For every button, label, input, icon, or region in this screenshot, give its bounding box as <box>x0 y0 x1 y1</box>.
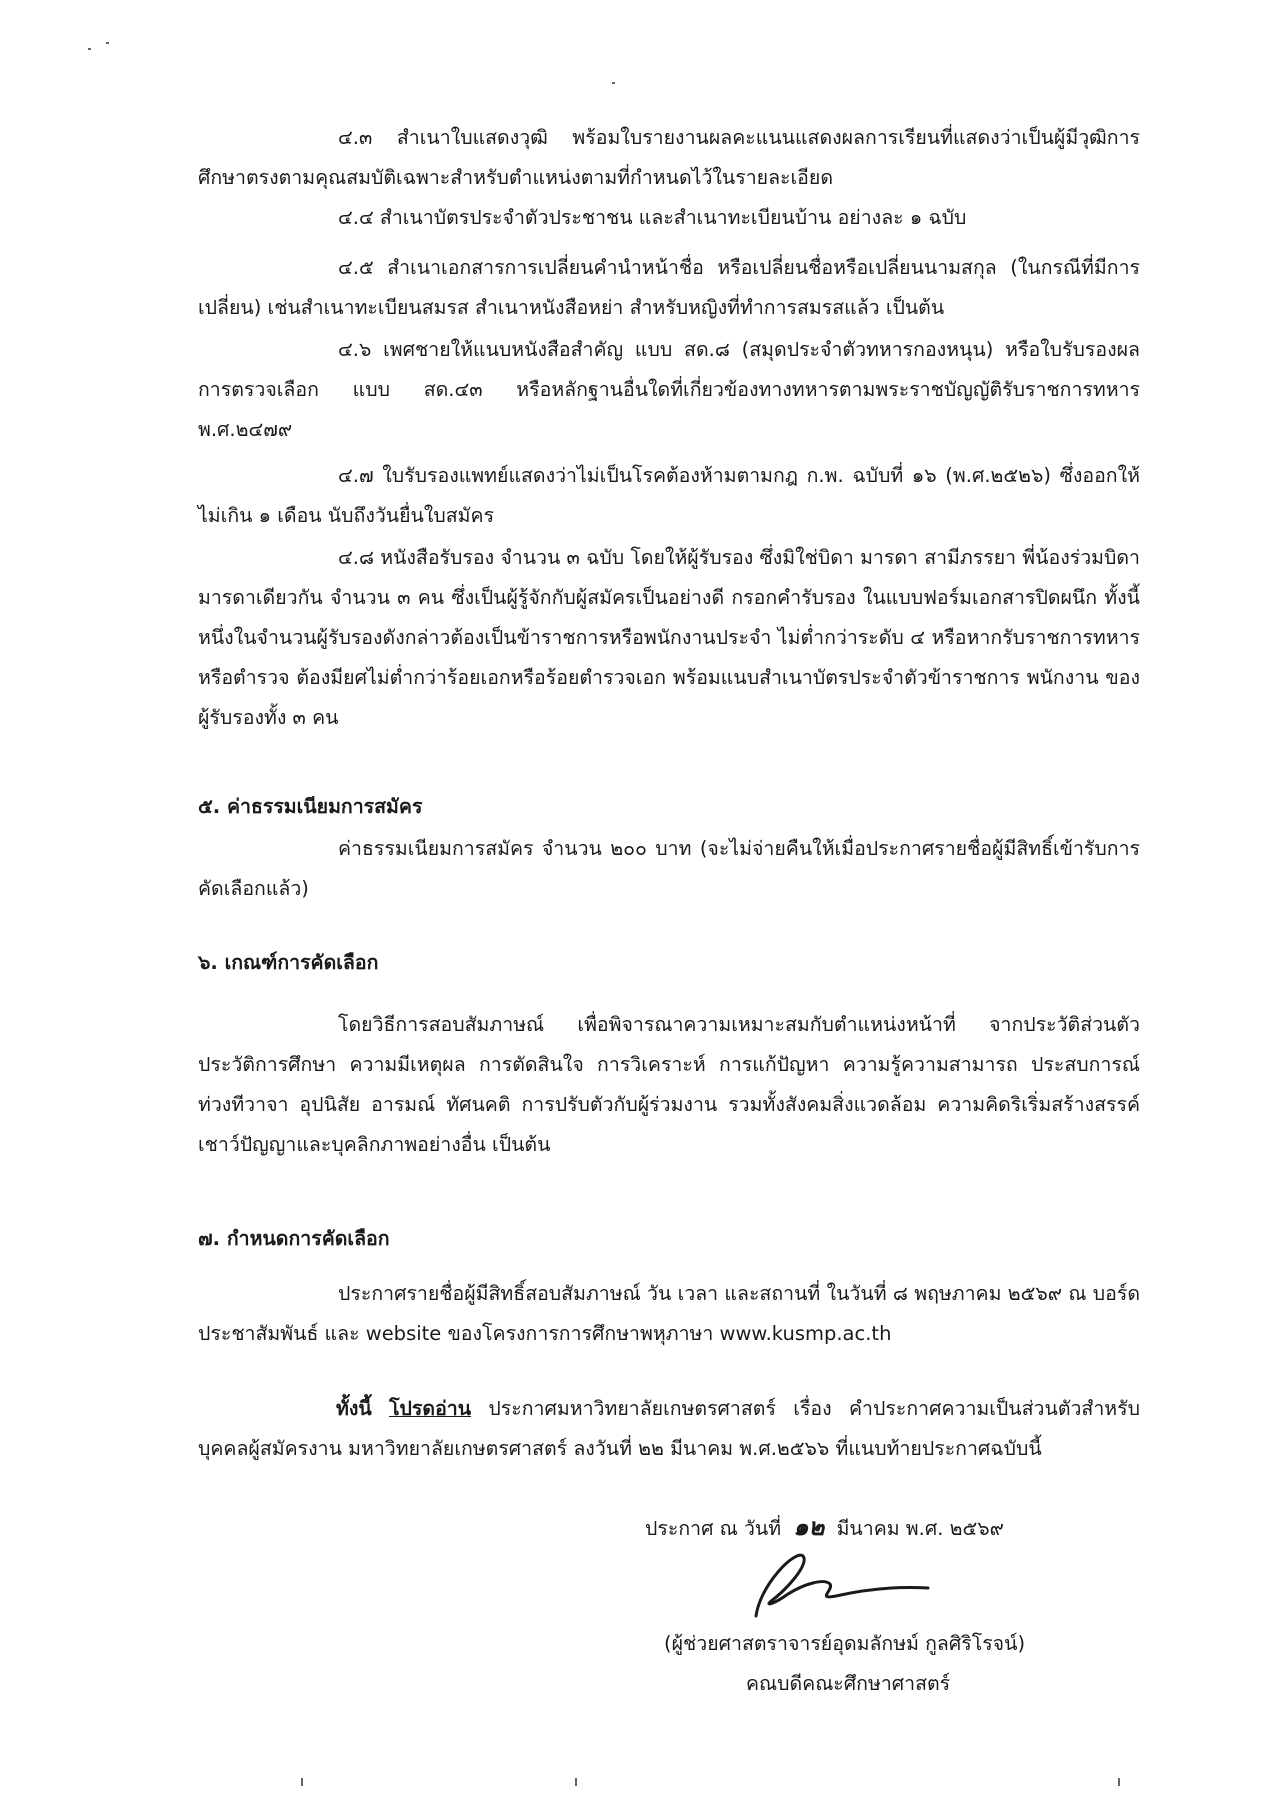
closing-text: ประกาศมหาวิทยาลัยเกษตรศาสตร์ เรื่อง คำประกาศความเป็นส่วนตัวสำหรับบุคคลผู้สมัครงาน มหาวิทยาลัยเกษตรศาสตร์ ลงวันที่ ๒๒ มีนาคม พ.ศ.๒๕๖๖ ที่แนบท้ายประกาศฉบับนี้ <box>198 1397 1140 1460</box>
scan-speck <box>612 82 615 84</box>
announce-date <box>645 1510 1004 1546</box>
scan-speck <box>301 1778 303 1786</box>
handwritten-day: ๑๒ <box>793 1512 825 1541</box>
section-7-heading: ๗. กำหนดการคัดเลือก <box>198 1227 390 1250</box>
item-4-8: ๔.๘ หนังสือรับรอง จำนวน ๓ ฉบับ โดยให้ผู้รับรอง ซึ่งมิใช่บิดา มารดา สามีภรรยา พี่น้องร่วมบิดามารดาเดียวกัน จำนวน ๓ คน ซึ่งเป็นผู้รู้จักกับผู้สมัครเป็นอย่างดี กรอกคำรับรอง ในแบบฟอร์มเอกสารปิดผนึก ทั้งนี้หนึ่งในจำนวนผู้รับรองดังกล่าวต้องเป็นข้าราชการหรือพนักงานประจำ ไม่ต่ำกว่าระดับ ๔ หรือหากรับราชการทหารหรือตำรวจ ต้องมียศไม่ต่ำกว่าร้อยเอกหรือร้อยตำรวจเอก พร้อมแนบสำเนาบัตรประจำตัวข้าราชการ พนักงาน ของผู้รับรองทั้ง ๓ คน <box>198 546 1140 729</box>
section-5-heading: ๕. ค่าธรรมเนียมการสมัคร <box>198 795 423 818</box>
scan-speck <box>575 1778 577 1786</box>
signatory-name: (ผู้ช่วยศาสตราจารย์อุดมลักษม์ กูลศิริโรจน์) <box>664 1632 1026 1655</box>
closing-lead: ทั้งนี้ <box>336 1397 372 1420</box>
closing-paragraph <box>198 1389 1140 1469</box>
item-4-4: ๔.๔ สำเนาบัตรประจำตัวประชาชน และสำเนาทะเบียนบ้าน อย่างละ ๑ ฉบับ <box>338 206 967 229</box>
scan-speck <box>88 48 91 50</box>
section-7-body: ประกาศรายชื่อผู้มีสิทธิ์สอบสัมภาษณ์ วัน เวลา และสถานที่ ในวันที่ ๘ พฤษภาคม ๒๕๖๙ ณ บอร์ดประชาสัมพันธ์ และ website ของโครงการการศึกษาพหุภาษา www.kusmp.ac.th <box>198 1282 1140 1345</box>
scan-speck <box>106 42 109 44</box>
announce-month-year: มีนาคม พ.ศ. ๒๕๖๙ <box>836 1517 1004 1540</box>
section-5-body: ค่าธรรมเนียมการสมัคร จำนวน ๒๐๐ บาท (จะไม่จ่ายคืนให้เมื่อประกาศรายชื่อผู้มีสิทธิ์เข้ารับการคัดเลือกแล้ว) <box>198 837 1140 900</box>
item-4-5: ๔.๕ สำเนาเอกสารการเปลี่ยนคำนำหน้าชื่อ หรือเปลี่ยนชื่อหรือเปลี่ยนนามสกุล (ในกรณีที่มีการเปลี่ยน) เช่นสำเนาทะเบียนสมรส สำเนาหนังสือหย่า สำหรับหญิงที่ทำการสมรสแล้ว เป็นต้น <box>198 256 1140 319</box>
signature-scribble <box>752 1542 932 1622</box>
item-4-7: ๔.๗ ใบรับรองแพทย์แสดงว่าไม่เป็นโรคต้องห้ามตามกฎ ก.พ. ฉบับที่ ๑๖ (พ.ศ.๒๕๒๖) ซึ่งออกให้ไม่เกิน ๑ เดือน นับถึงวันยื่นใบสมัคร <box>198 464 1140 527</box>
scan-speck <box>1118 1778 1120 1786</box>
signatory-position: คณบดีคณะศึกษาศาสตร์ <box>746 1672 951 1695</box>
item-4-6: ๔.๖ เพศชายให้แนบหนังสือสำคัญ แบบ สด.๘ (สมุดประจำตัวทหารกองหนุน) หรือใบรับรองผลการตรวจเลือก แบบ สด.๔๓ หรือหลักฐานอื่นใดที่เกี่ยวข้องทางทหารตามพระราชบัญญัติรับราชการทหาร พ.ศ.๒๔๗๙ <box>198 338 1140 441</box>
announce-prefix: ประกาศ ณ วันที่ <box>645 1517 782 1540</box>
item-4-3: ๔.๓ สำเนาใบแสดงวุฒิ พร้อมใบรายงานผลคะแนนแสดงผลการเรียนที่แสดงว่าเป็นผู้มีวุฒิการศึกษาตรงตามคุณสมบัติเฉพาะสำหรับตำแหน่งตามที่กำหนดไว้ในรายละเอียด <box>198 126 1140 189</box>
section-6-heading: ๖. เกณฑ์การคัดเลือก <box>198 951 379 974</box>
section-6-body: โดยวิธีการสอบสัมภาษณ์ เพื่อพิจารณาความเหมาะสมกับตำแหน่งหน้าที่ จากประวัติส่วนตัว ประวัติการศึกษา ความมีเหตุผล การตัดสินใจ การวิเคราะห์ การแก้ปัญหา ความรู้ความสามารถ ประสบการณ์ ท่วงทีวาจา อุปนิสัย อารมณ์ ทัศนคติ การปรับตัวกับผู้ร่วมงาน รวมทั้งสังคมสิ่งแวดล้อม ความคิดริเริ่มสร้างสรรค์ เชาว์ปัญญาและบุคลิกภาพอย่างอื่น เป็นต้น <box>198 1013 1140 1156</box>
closing-emphasis: โปรดอ่าน <box>389 1397 472 1420</box>
